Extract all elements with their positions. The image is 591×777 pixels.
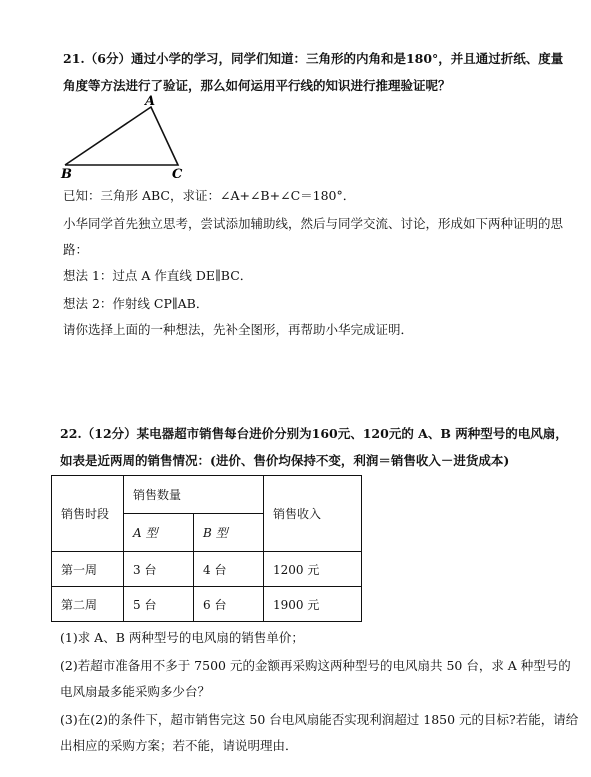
q21-stem-line1: 21.（6分）通过小学的学习，同学们知道：三角形的内角和是180°，并且通过折纸、度量 — [63, 51, 564, 66]
q22-part1: (1)求 A、B 两种型号的电风扇的销售单价； — [60, 630, 304, 645]
q22-part2-line1: (2)若超市准备用不多于 7500 元的金额再采购这两种型号的电风扇共 50 台，求 A 种型号的 — [60, 658, 571, 673]
row2-type-a: 5 台 — [124, 587, 194, 622]
q22-part2-line2: 电风扇最多能采购多少台？ — [60, 684, 211, 699]
q22-part3-line1: (3)在(2)的条件下，超市销售完这 50 台电风扇能否实现利润超过 1850 元的目标?若能，请给 — [60, 712, 579, 727]
sales-table — [51, 475, 362, 622]
row2-revenue: 1900 元 — [264, 587, 362, 622]
header-revenue: 销售收入 — [264, 476, 362, 552]
q21-think-line1: 小华同学首先独立思考，尝试添加辅助线，然后与同学交流、讨论，形成如下两种证明的思 — [63, 216, 564, 231]
row2-type-b: 6 台 — [194, 587, 264, 622]
vertex-label-a: A — [145, 95, 156, 109]
row1-type-a: 3 台 — [124, 552, 194, 587]
table-row — [52, 587, 362, 622]
q21-stem-line2: 角度等方法进行了验证，那么如何运用平行线的知识进行推理验证呢？ — [63, 78, 451, 93]
row2-period: 第二周 — [52, 587, 124, 622]
q21-instruction: 请你选择上面的一种想法，先补全图形，再帮助小华完成证明． — [63, 322, 414, 337]
vertex-label-b: B — [61, 167, 72, 180]
triangle-outline — [65, 107, 178, 165]
header-period: 销售时段 — [52, 476, 124, 552]
header-type-b: B 型 — [194, 514, 264, 552]
q21-idea1: 想法 1：过点 A 作直线 DE∥BC． — [63, 268, 253, 283]
q22-part3-line2: 出相应的采购方案；若不能，请说明理由． — [60, 738, 298, 753]
q22-stem-line1: 22.（12分）某电器超市销售每台进价分别为160元、120元的 A、B 两种型号的电风扇， — [60, 426, 568, 441]
q21-given: 已知：三角形 ABC，求证：∠A+∠B+∠C＝180°． — [63, 188, 356, 203]
triangle-abc-figure — [55, 95, 205, 180]
table-row — [52, 552, 362, 587]
header-quantity: 销售数量 — [124, 476, 264, 514]
row1-period: 第一周 — [52, 552, 124, 587]
vertex-label-c: C — [172, 167, 183, 180]
row1-type-b: 4 台 — [194, 552, 264, 587]
header-type-a: A 型 — [124, 514, 194, 552]
q21-think-line2: 路： — [63, 242, 89, 257]
q22-stem-line2: 如表是近两周的销售情况：(进价、售价均保持不变，利润＝销售收入－进货成本) — [60, 453, 510, 468]
row1-revenue: 1200 元 — [264, 552, 362, 587]
q21-idea2: 想法 2：作射线 CP∥AB． — [63, 296, 209, 311]
